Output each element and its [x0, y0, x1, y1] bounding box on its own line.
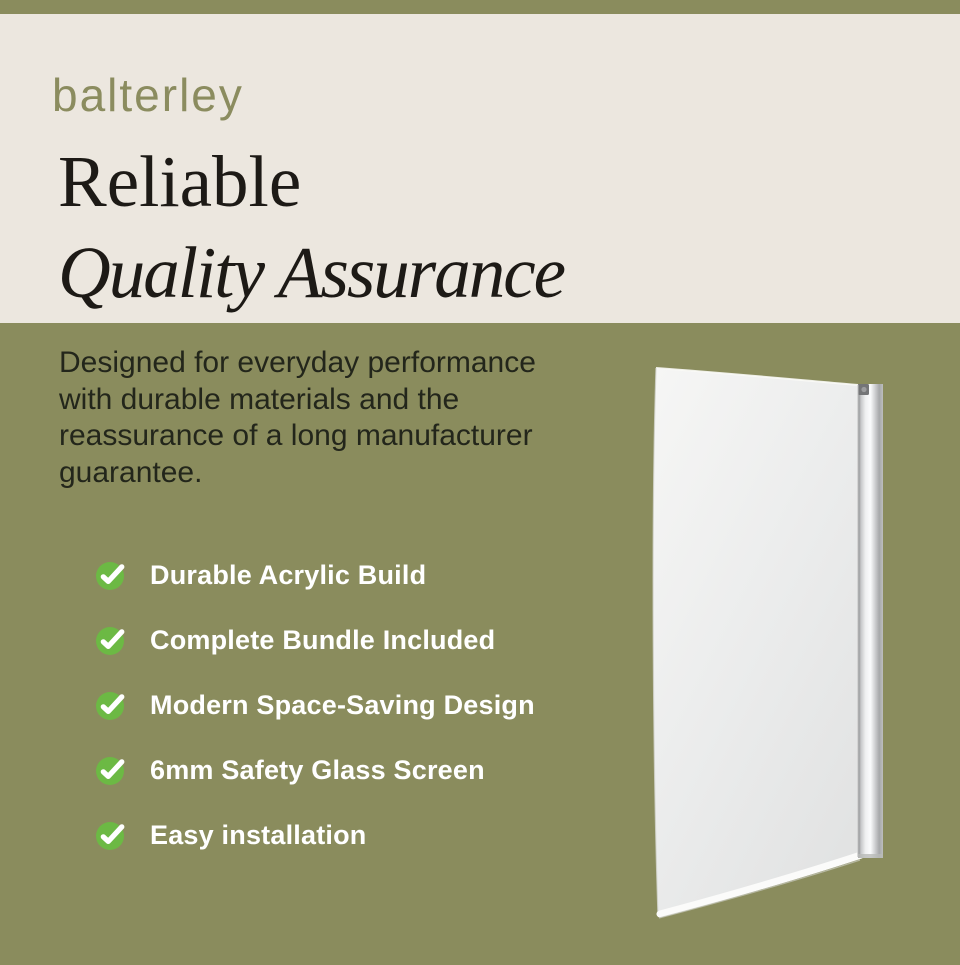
top-accent-bar: [0, 0, 960, 14]
intro-line: guarantee.: [59, 455, 203, 489]
hero-section: [0, 14, 960, 323]
feature-item: [96, 821, 535, 850]
check-circle-icon: [96, 757, 124, 785]
check-circle-icon: [96, 562, 124, 590]
feature-label: Easy installation: [150, 820, 367, 850]
intro-line: reassurance of a long manufacturer: [59, 419, 533, 452]
hero-title-line1: Reliable: [58, 141, 302, 222]
feature-label: 6mm Safety Glass Screen: [150, 755, 485, 785]
intro-paragraph: [59, 345, 599, 491]
feature-item: [96, 561, 535, 590]
brand-logo: balterley: [52, 69, 244, 121]
feature-label: Durable Acrylic Build: [150, 560, 427, 590]
feature-list: [96, 561, 535, 886]
curved-shower-screen-graphic: [620, 340, 960, 960]
check-circle-icon: [96, 692, 124, 720]
feature-item: [96, 756, 535, 785]
intro-line: with durable materials and the: [59, 382, 460, 416]
feature-label: Complete Bundle Included: [150, 625, 496, 655]
feature-item: [96, 691, 535, 720]
intro-line: Designed for everyday performance: [59, 346, 536, 379]
feature-label: Modern Space-Saving Design: [150, 690, 535, 720]
feature-item: [96, 626, 535, 655]
check-circle-icon: [96, 822, 124, 850]
product-image: [620, 340, 960, 960]
hero-title-line2: Quality Assurance: [58, 232, 565, 313]
check-circle-icon: [96, 627, 124, 655]
